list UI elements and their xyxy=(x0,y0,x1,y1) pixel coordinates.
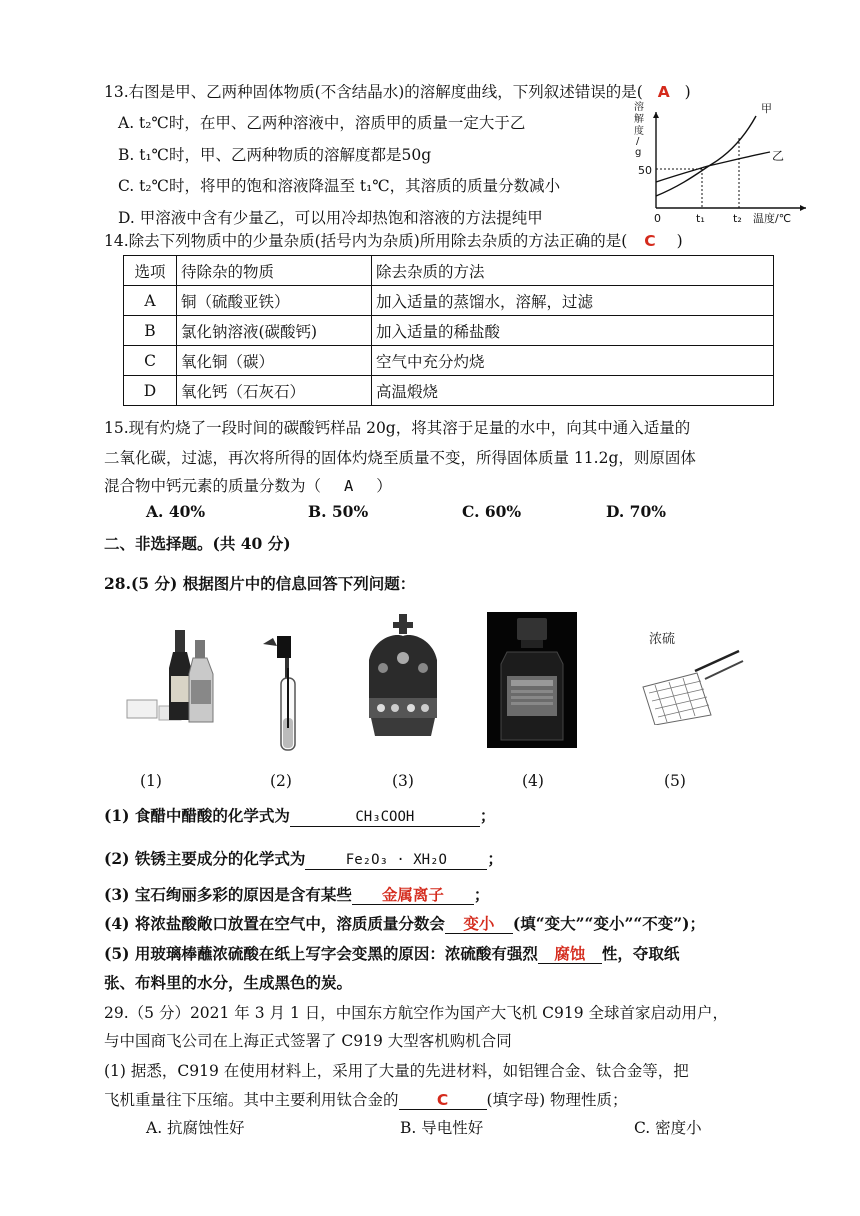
graph-ylabel-5: g xyxy=(635,147,642,158)
sulfuric-acid-writing-picture xyxy=(635,625,745,725)
q28-sub-4-prompt: (4) 将浓盐酸敞口放置在空气中，溶质质量分数会 xyxy=(104,914,445,933)
table-row xyxy=(124,316,774,346)
row-option: A xyxy=(124,286,177,316)
graph-ylabel-1: 溶 xyxy=(634,102,644,113)
rusty-nail-test-tube-picture xyxy=(255,628,315,756)
graph-origin: 0 xyxy=(654,212,661,225)
q28-sub-3-answer: 金属离子 xyxy=(352,886,474,905)
q29-sub-1-line-2 xyxy=(104,1090,628,1110)
q28-sub-1-end: ； xyxy=(479,806,496,825)
curve-yi xyxy=(656,152,770,182)
q14-close: ) xyxy=(676,232,683,250)
row-substance: 氧化铜（碳） xyxy=(177,346,372,376)
table-row xyxy=(124,286,774,316)
q14-stem: 14.除去下列物质中的少量杂质(括号内为杂质)所用除去杂质的方法正确的是( xyxy=(104,232,628,250)
table-row xyxy=(124,376,774,406)
q13-option-a: A. t₂℃时，在甲、乙两种溶液中，溶质甲的质量一定大于乙 xyxy=(118,114,526,132)
picture-caption-3: (3) xyxy=(392,772,414,790)
hydrochloric-acid-bottle-picture xyxy=(487,612,577,748)
row-method: 加入适量的稀盐酸 xyxy=(372,316,774,346)
q29-sub-1-prompt: 飞机重量往下压缩。其中主要利用钛合金的 xyxy=(104,1091,399,1109)
q15-option-c: C. 60% xyxy=(462,502,522,521)
row-substance: 铜（硫酸亚铁） xyxy=(177,286,372,316)
table-row xyxy=(124,346,774,376)
jeweled-crown-picture xyxy=(363,612,443,742)
row-method: 加入适量的蒸馏水，溶解，过滤 xyxy=(372,286,774,316)
q29-sub-1-end: (填字母) 物理性质； xyxy=(486,1091,628,1109)
q14-table xyxy=(123,255,774,406)
q28-sub-3-end: ； xyxy=(473,885,490,904)
section-2-heading: 二、非选择题。(共 40 分) xyxy=(104,534,291,553)
q15-line-3-text: 混合物中钙元素的质量分数为（ xyxy=(104,477,322,495)
q13-answer: A xyxy=(657,83,670,101)
q14-stem-line xyxy=(104,231,683,251)
picture-caption-5: (5) xyxy=(664,772,686,790)
row-option: D xyxy=(124,376,177,406)
q28-sub-1-answer: CH₃COOH xyxy=(290,808,480,827)
q28-sub-3-prompt: (3) 宝石绚丽多彩的原因是含有某些 xyxy=(104,885,352,904)
q15-line-3 xyxy=(104,476,392,496)
q15-option-a: A. 40% xyxy=(146,502,206,521)
q28-sub-2-answer: Fe₂O₃ · XH₂O xyxy=(305,851,487,870)
q28-sub-1 xyxy=(104,806,495,827)
q15-close: ） xyxy=(376,477,392,495)
q28-sub-2-end: ； xyxy=(487,849,503,868)
q13-option-c: C. t₂℃时，将甲的饱和溶液降温至 t₁℃，其溶质的质量分数减小 xyxy=(118,177,561,195)
q15-option-b: B. 50% xyxy=(308,502,369,521)
q13-stem-line xyxy=(104,82,691,102)
header-substance: 待除杂的物质 xyxy=(177,256,372,286)
q28-sub-4-answer: 变小 xyxy=(445,915,513,934)
row-substance: 氧化钙（石灰石） xyxy=(177,376,372,406)
q13-option-d: D. 甲溶液中含有少量乙，可以用冷却热饱和溶液的方法提纯甲 xyxy=(118,209,543,227)
graph-y50: 50 xyxy=(638,164,652,177)
header-option: 选项 xyxy=(124,256,177,286)
q28-sub-5-line-2: 张、布料里的水分，生成黑色的炭。 xyxy=(104,973,353,992)
row-method: 空气中充分灼烧 xyxy=(372,346,774,376)
row-option: C xyxy=(124,346,177,376)
q28-sub-5-prompt: (5) 用玻璃棒蘸浓硫酸在纸上写字会变黑的原因：浓硫酸有强烈 xyxy=(104,944,538,963)
q28-sub-4-end: (填“变大”“变小”“不变”)； xyxy=(512,914,706,933)
table-header-row xyxy=(124,256,774,286)
q15-line-2: 二氧化碳，过滤，再次将所得的固体灼烧至质量不变，所得固体质量 11.2g，则原固体 xyxy=(104,449,696,467)
graph-label-jia: 甲 xyxy=(761,102,772,115)
q28-sub-4 xyxy=(104,914,705,934)
q28-sub-5-end: 性，夺取纸 xyxy=(601,944,680,963)
q29-option-b: B. 导电性好 xyxy=(400,1119,484,1137)
q28-sub-1-prompt: (1) 食醋中醋酸的化学式为 xyxy=(104,806,290,825)
q28-sub-5 xyxy=(104,944,679,964)
q15-option-d: D. 70% xyxy=(606,502,666,521)
q14-answer: C xyxy=(644,232,656,250)
q28-sub-2 xyxy=(104,849,503,870)
q29-sub-1-line-1: (1) 据悉，C919 在使用材料上，采用了大量的先进材料，如铝锂合金、钛合金等，把 xyxy=(104,1062,689,1080)
row-substance: 氯化钠溶液(碳酸钙) xyxy=(177,316,372,346)
vinegar-bottles-picture xyxy=(125,620,225,730)
header-method: 除去杂质的方法 xyxy=(372,256,774,286)
q29-sub-1-answer: C xyxy=(399,1091,487,1110)
q28-sub-5-answer: 腐蚀 xyxy=(538,945,602,964)
q13-close: ) xyxy=(684,83,691,101)
graph-ylabel-4: / xyxy=(636,136,640,147)
q28-sub-3 xyxy=(104,885,489,905)
solubility-curve-graph xyxy=(630,98,810,230)
picture-caption-1: (1) xyxy=(140,772,162,790)
q29-line-1: 29.（5 分）2021 年 3 月 1 日，中国东方航空作为国产大飞机 C919 全球首家启动用户， xyxy=(104,1004,729,1022)
graph-label-yi: 乙 xyxy=(772,149,785,163)
graph-ylabel-3: 度 xyxy=(634,126,644,137)
graph-t2: t₂ xyxy=(733,212,742,225)
q13-stem: 13.右图是甲、乙两种固体物质(不含结晶水)的溶解度曲线，下列叙述错误的是( xyxy=(104,83,643,101)
q29-line-2: 与中国商飞公司在上海正式签署了 C919 大型客机购机合同 xyxy=(104,1032,512,1050)
picture-caption-4: (4) xyxy=(522,772,544,790)
picture-caption-2: (2) xyxy=(270,772,292,790)
graph-xlabel: 温度/℃ xyxy=(753,212,792,225)
row-method: 高温煅烧 xyxy=(372,376,774,406)
q29-option-c: C. 密度小 xyxy=(634,1119,702,1137)
row-option: B xyxy=(124,316,177,346)
q13-option-b: B. t₁℃时，甲、乙两种物质的溶解度都是50g xyxy=(118,146,432,164)
curve-jia xyxy=(656,116,756,196)
q29-option-a: A. 抗腐蚀性好 xyxy=(146,1119,245,1137)
q28-stem: 28.(5 分) 根据图片中的信息回答下列问题： xyxy=(104,574,416,593)
q28-sub-2-prompt: (2) 铁锈主要成分的化学式为 xyxy=(104,849,306,868)
graph-t1: t₁ xyxy=(696,212,705,225)
graph-ylabel-2: 解 xyxy=(634,114,644,125)
q15-answer: A xyxy=(343,477,354,495)
picture-5-text: 浓硫 xyxy=(649,632,676,647)
q15-line-1: 15.现有灼烧了一段时间的碳酸钙样品 20g，将其溶于足量的水中，向其中通入适量的 xyxy=(104,419,691,437)
